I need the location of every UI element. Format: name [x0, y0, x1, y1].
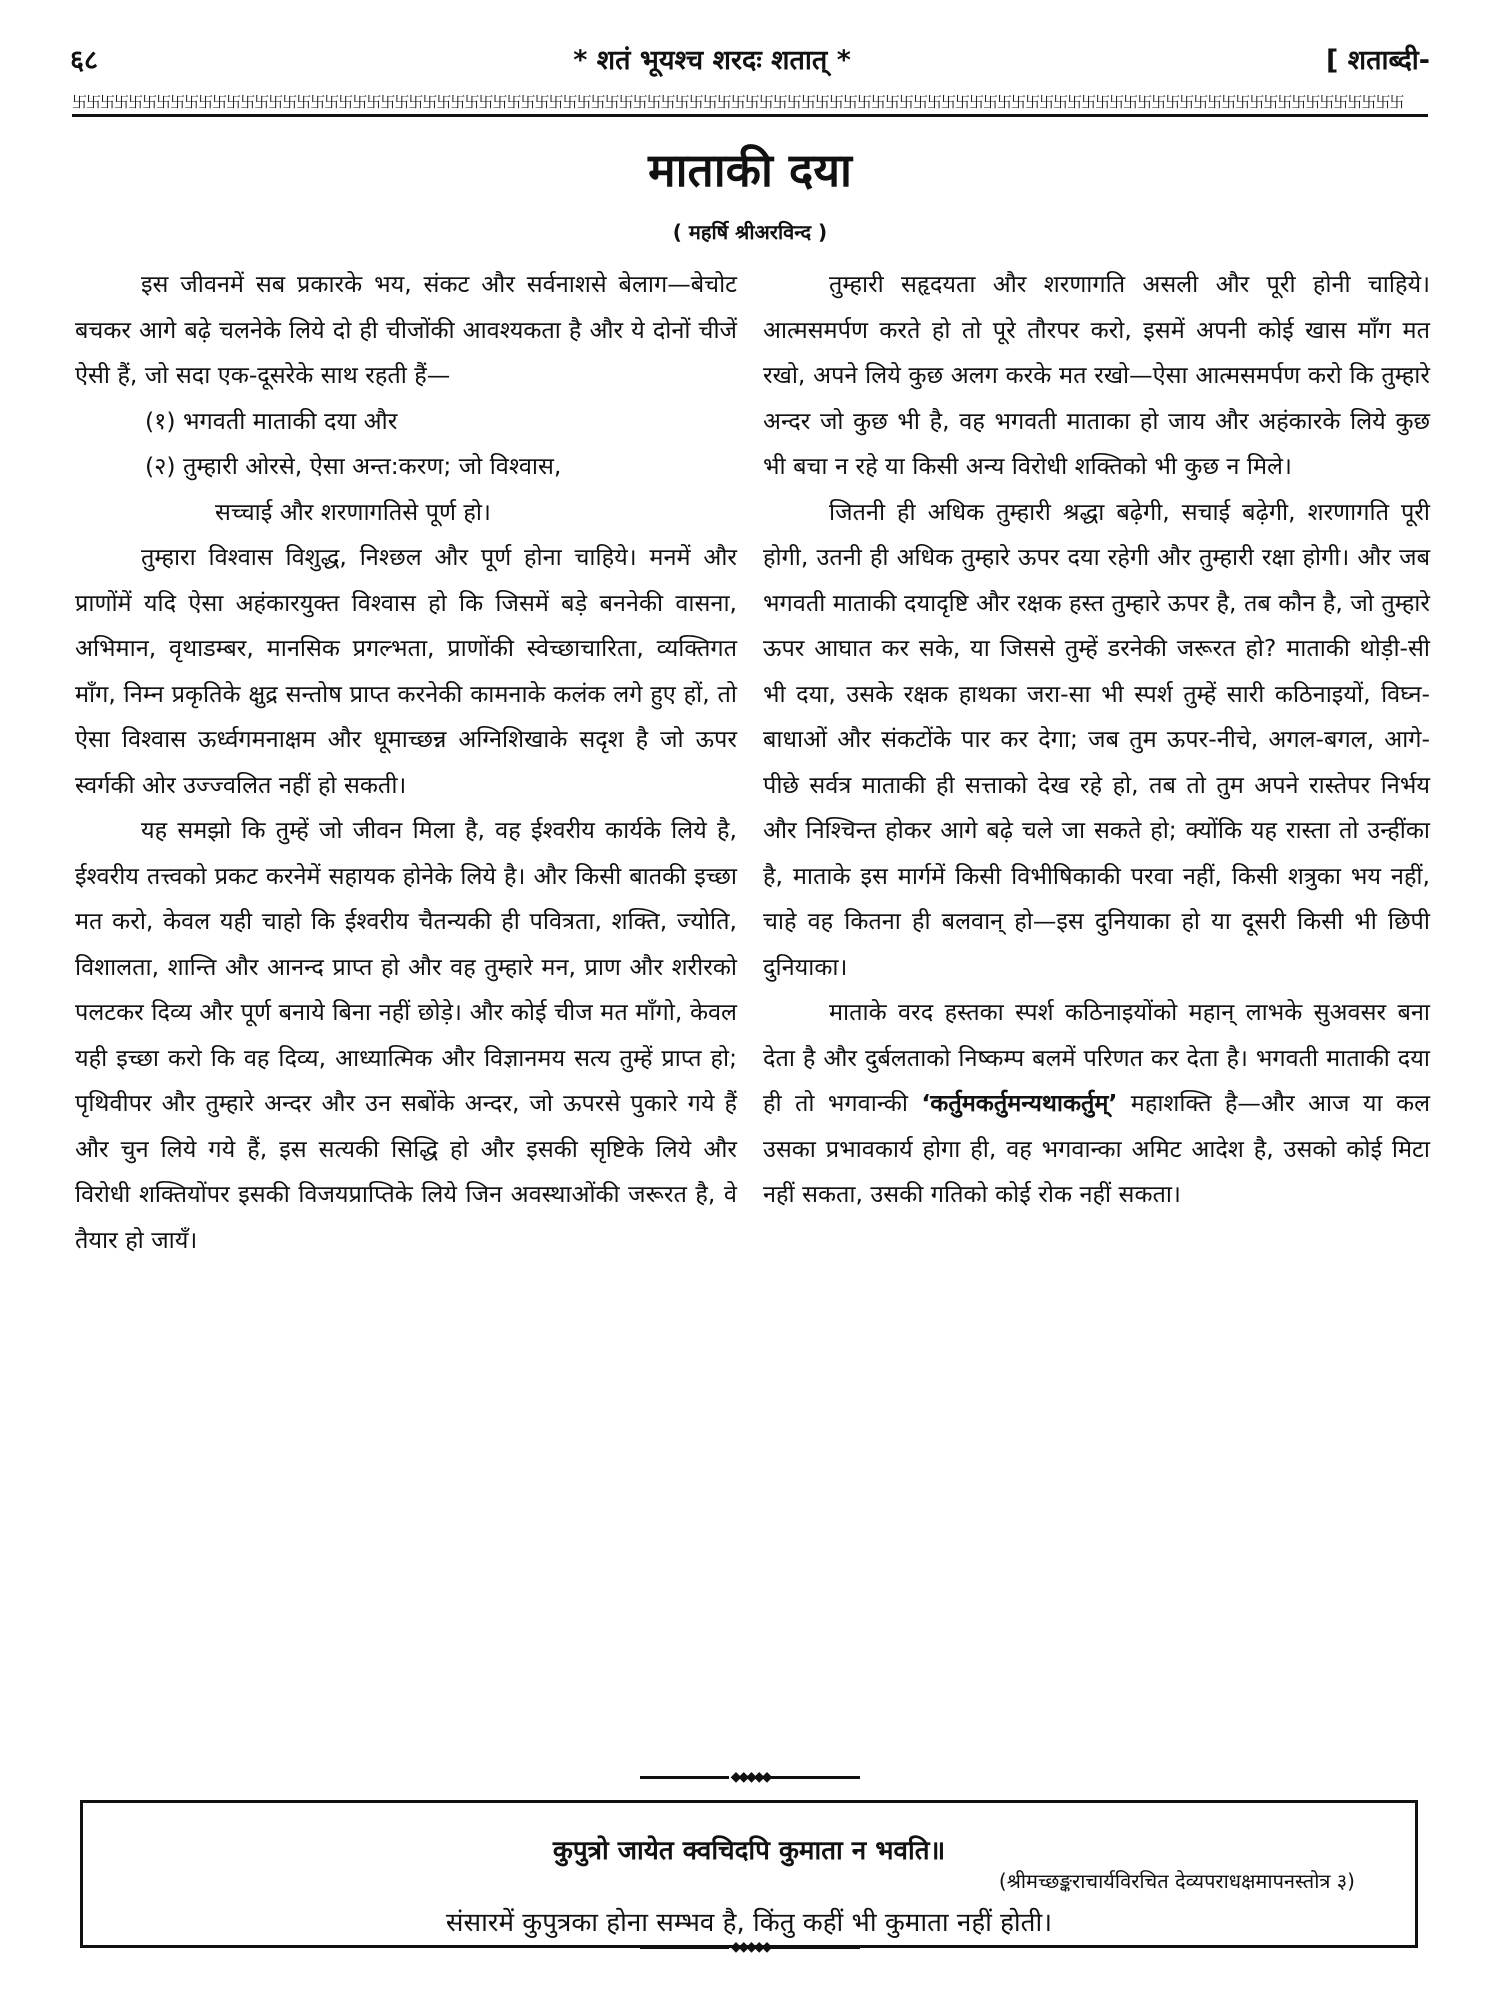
running-title: * शतं भूयश्च शरदः शतात् * — [573, 44, 851, 76]
border-glyph: 卐 — [800, 93, 815, 111]
border-glyph: 卐 — [282, 93, 297, 111]
border-glyph: 卐 — [1207, 93, 1222, 111]
border-glyph: 卐 — [1319, 93, 1334, 111]
border-glyph: 卐 — [786, 93, 801, 111]
border-glyph: 卐 — [632, 93, 647, 111]
paragraph — [763, 990, 1430, 1218]
quote-box — [80, 1800, 1418, 1948]
border-glyph: 卐 — [114, 93, 129, 111]
paragraph: तुम्हारी सहृदयता और शरणागति असली और पूरी होनी चाहिये। आत्मसमर्पण करते हो तो पूरे तौरपर करो, इसमें अपनी कोई खास माँग मत रखो, अपने लिये कुछ अलग करके मत रखो—ऐसा आत्मसमर्पण करो कि तुम्हारे अन्दर जो कुछ भी है, वह भगवती माताका हो जाय और अहंकारके लिये कुछ भी बचा न रहे या किसी अन्य विरोधी शक्तिको भी कुछ न मिले। — [763, 270, 1430, 480]
border-glyph: 卐 — [1053, 93, 1068, 111]
border-glyph: 卐 — [324, 93, 339, 111]
border-glyph: 卐 — [1291, 93, 1306, 111]
border-glyph: 卐 — [898, 93, 913, 111]
border-glyph: 卐 — [72, 93, 87, 111]
border-glyph: 卐 — [758, 93, 773, 111]
list-item: (१) भगवती माताकी दया और — [145, 406, 398, 435]
border-glyph: 卐 — [1235, 93, 1250, 111]
border-glyph: 卐 — [366, 93, 381, 111]
border-glyph: 卐 — [1333, 93, 1348, 111]
border-glyph: 卐 — [170, 93, 185, 111]
text-run: माताके वरद हस्तका स्पर्श कठिनाइयोंको महान् लाभके सुअवसर बना देता है और दुर्बलताको निष्कम्प बलमें परिणत कर देता है। भगवती माताकी दया ही तो भगवान्की — [763, 998, 1430, 1117]
text-run: महाशक्ति है—और आज या कल उसका प्रभावकार्य होगा ही, वह भगवान्का अमिट आदेश है, उसको कोई मिटा नहीं सकता, उसकी गतिको कोई रोक नहीं सकता। — [763, 1089, 1431, 1208]
paragraph: इस जीवनमें सब प्रकारके भय, संकट और सर्वनाशसे बेलाग—बेचोट बचकर आगे बढ़े चलनेके लिये दो ही चीजोंकी आवश्यकता है और ये दोनों चीजें ऐसी हैं, जो सदा एक-दूसरेके साथ रहती हैं— — [75, 270, 737, 389]
border-glyph: 卐 — [744, 93, 759, 111]
border-glyph: 卐 — [380, 93, 395, 111]
border-glyph: 卐 — [100, 93, 115, 111]
paragraph: जितनी ही अधिक तुम्हारी श्रद्धा बढ़ेगी, सचाई बढ़ेगी, शरणागति पूरी होगी, उतनी ही अधिक तुम्हारे ऊपर दया रहेगी और तुम्हारी रक्षा होगी। और जब भगवती माताकी दयादृष्टि और रक्षक हस्त तुम्हारे ऊपर है, तब कौन है, जो तुम्हारे ऊपर आघात कर सके, या जिससे तुम्हें डरनेकी जरूरत हो? माताकी थोड़ी-सी भी दया, उसके रक्षक हाथका जरा-सा भी स्पर्श तुम्हें सारी कठिनाइयों, विघ्न-बाधाओं और संकटोंके पार कर देगा; जब तुम ऊपर-नीचे, अगल-बगल, आगे-पीछे सर्वत्र माताकी ही सत्ताको देख रहे हो, तब तो तुम अपने रास्तेपर निर्भय और निश्चिन्त होकर आगे बढ़े चले जा सकते हो; क्योंकि यह रास्ता तो उन्हींका है, माताके इस मार्गमें किसी विभीषिकाकी परवा नहीं, किसी शत्रुका भय नहीं, चाहे वह कितना ही बलवान् हो—इस दुनियाका हो या दूसरी किसी भी छिपी दुनियाका। — [763, 497, 1430, 981]
border-glyph: 卐 — [660, 93, 675, 111]
border-glyph: 卐 — [1389, 93, 1404, 111]
border-glyph: 卐 — [1221, 93, 1236, 111]
border-glyph: 卐 — [1025, 93, 1040, 111]
border-glyph: 卐 — [954, 93, 969, 111]
border-glyph: 卐 — [1109, 93, 1124, 111]
divider-ornament-bottom: ◆◆◆◆◆ — [640, 1940, 860, 1954]
article-title: माताकी दया — [648, 143, 852, 197]
border-glyph: 卐 — [674, 93, 689, 111]
border-glyph: 卐 — [1277, 93, 1292, 111]
paragraph: तुम्हारा विश्वास विशुद्ध, निश्छल और पूर्ण होना चाहिये। मनमें और प्राणोंमें यदि ऐसा अहंकारयुक्त विश्वास हो कि जिसमें बड़े बननेकी वासना, अभिमान, वृथाडम्बर, मानसिक प्रगल्भता, प्राणोंकी स्वेच्छाचारिता, व्यक्तिगत माँग, निम्न प्रकृतिके क्षुद्र सन्तोष प्राप्त करनेकी कामनाके कलंक लगे हुए हों, तो ऐसा विश्वास ऊर्ध्वगमनाक्षम और धूमाच्छन्न अग्निशिखाके सदृश है जो ऊपर स्वर्गकी ओर उज्ज्वलित नहीं हो सकती। — [75, 543, 737, 799]
border-glyph: 卐 — [983, 93, 998, 111]
border-glyph: 卐 — [926, 93, 941, 111]
border-glyph: 卐 — [464, 93, 479, 111]
border-glyph: 卐 — [492, 93, 507, 111]
border-glyph: 卐 — [226, 93, 241, 111]
left-column — [75, 262, 737, 1263]
border-glyph: 卐 — [562, 93, 577, 111]
border-glyph: 卐 — [268, 93, 283, 111]
border-glyph: 卐 — [240, 93, 255, 111]
border-glyph: 卐 — [212, 93, 227, 111]
border-glyph: 卐 — [184, 93, 199, 111]
border-glyph: 卐 — [198, 93, 213, 111]
border-glyph: 卐 — [969, 93, 984, 111]
border-glyph: 卐 — [534, 93, 549, 111]
border-glyph: 卐 — [436, 93, 451, 111]
border-glyph: 卐 — [1165, 93, 1180, 111]
border-glyph: 卐 — [142, 93, 157, 111]
border-glyph: 卐 — [548, 93, 563, 111]
border-glyph: 卐 — [618, 93, 633, 111]
border-glyph: 卐 — [156, 93, 171, 111]
border-glyph: 卐 — [814, 93, 829, 111]
border-glyph: 卐 — [576, 93, 591, 111]
border-glyph: 卐 — [940, 93, 955, 111]
border-glyph: 卐 — [1179, 93, 1194, 111]
border-glyph: 卐 — [1347, 93, 1362, 111]
border-glyph: 卐 — [1361, 93, 1376, 111]
border-glyph: 卐 — [352, 93, 367, 111]
border-glyph: 卐 — [450, 93, 465, 111]
border-glyph: 卐 — [1249, 93, 1264, 111]
border-glyph: 卐 — [884, 93, 899, 111]
border-glyph: 卐 — [506, 93, 521, 111]
border-glyph: 卐 — [1095, 93, 1110, 111]
border-glyph: 卐 — [338, 93, 353, 111]
swastika-border — [72, 92, 1428, 117]
border-glyph: 卐 — [772, 93, 787, 111]
emphasized-phrase: ‘कर्तुमकर्तुमन्यथाकर्तुम्’ — [921, 1089, 1118, 1117]
border-glyph: 卐 — [604, 93, 619, 111]
border-glyph: 卐 — [1039, 93, 1054, 111]
border-glyph: 卐 — [590, 93, 605, 111]
section-label: [ शताब्दी- — [1325, 44, 1430, 76]
border-glyph: 卐 — [912, 93, 927, 111]
border-glyph: 卐 — [730, 93, 745, 111]
border-glyph: 卐 — [1067, 93, 1082, 111]
border-glyph: 卐 — [1263, 93, 1278, 111]
page-header — [70, 38, 1430, 78]
border-glyph: 卐 — [310, 93, 325, 111]
border-glyph: 卐 — [702, 93, 717, 111]
border-glyph: 卐 — [520, 93, 535, 111]
border-glyph: 卐 — [646, 93, 661, 111]
border-glyph: 卐 — [1375, 93, 1390, 111]
border-glyph: 卐 — [856, 93, 871, 111]
border-glyph: 卐 — [296, 93, 311, 111]
verse-translation: संसारमें कुपुत्रका होना सम्भव है, किंतु कहीं भी कुमाता नहीं होती। — [445, 1908, 1053, 1938]
border-glyph: 卐 — [1137, 93, 1152, 111]
page-number: ६८ — [70, 44, 99, 76]
border-glyph: 卐 — [688, 93, 703, 111]
border-glyph: 卐 — [1151, 93, 1166, 111]
border-glyph: 卐 — [997, 93, 1012, 111]
border-glyph: 卐 — [1011, 93, 1026, 111]
sanskrit-verse: कुपुत्रो जायेत क्वचिदपि कुमाता न भवति॥ — [552, 1836, 946, 1866]
list-item: (२) तुम्हारी ओरसे, ऐसा अन्त:करण; जो विश्वास, — [145, 452, 562, 480]
border-glyph: 卐 — [254, 93, 269, 111]
paragraph: यह समझो कि तुम्हें जो जीवन मिला है, वह ईश्वरीय कार्यके लिये है, ईश्वरीय तत्त्वको प्रकट करनेमें सहायक होनेके लिये है। और किसी बातकी इच्छा मत करो, केवल यही चाहो कि ईश्वरीय चैतन्यकी ही पवित्रता, शक्ति, ज्योति, विशालता, शान्ति और आनन्द प्राप्त हो और वह तुम्हारे मन, प्राण और शरीरको पलटकर दिव्य और पूर्ण बनाये बिना नहीं छोड़े। और कोई चीज मत माँगो, केवल यही इच्छा करो कि वह दिव्य, आध्यात्मिक और विज्ञानमय सत्य तुम्हें प्राप्त हो; पृथिवीपर और तुम्हारे अन्दर और उन सबोंके अन्दर, जो ऊपरसे पुकारे गये हैं और चुन लिये गये हैं, इस सत्यकी सिद्धि हो और इसकी सृष्टिके लिये और विरोधी शक्तियोंपर इसकी विजयप्राप्तिके लिये जिन अवस्थाओंकी जरूरत है, वे तैयार हो जायँ। — [75, 816, 737, 1254]
border-glyph: 卐 — [408, 93, 423, 111]
border-glyph: 卐 — [394, 93, 409, 111]
border-glyph: 卐 — [828, 93, 843, 111]
list-item-continuation: सच्चाई और शरणागतिसे पूर्ण हो। — [215, 497, 491, 526]
border-glyph: 卐 — [1123, 93, 1138, 111]
border-glyph: 卐 — [1193, 93, 1208, 111]
verse-source: (श्रीमच्छङ्कराचार्यविरचित देव्यपराधक्षमापनस्तोत्र ३) — [998, 1869, 1355, 1893]
border-glyph: 卐 — [86, 93, 101, 111]
right-column — [763, 262, 1430, 1218]
border-glyph: 卐 — [870, 93, 885, 111]
divider-ornament: ◆◆◆◆◆ — [640, 1770, 860, 1784]
border-glyph: 卐 — [478, 93, 493, 111]
border-glyph: 卐 — [716, 93, 731, 111]
border-glyph: 卐 — [1305, 93, 1320, 111]
border-glyph: 卐 — [128, 93, 143, 111]
border-glyph: 卐 — [1081, 93, 1096, 111]
border-glyph: 卐 — [842, 93, 857, 111]
border-glyph: 卐 — [422, 93, 437, 111]
article-author: ( महर्षि श्रीअरविन्द ) — [672, 220, 828, 244]
